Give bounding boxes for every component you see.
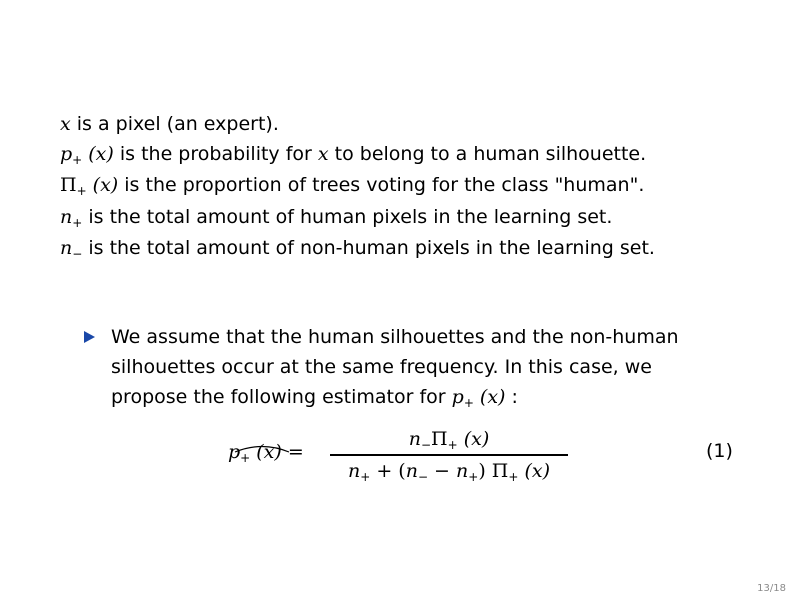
fraction-numerator: $n_-\Pi_+$ (x) — [408, 428, 490, 452]
equation-fraction — [330, 425, 568, 485]
equation-number: (1) — [706, 440, 733, 462]
definition-p-plus: $p_+$ (x) is the probability for x to belong to a human silhouette. — [60, 142, 647, 167]
definition-n-plus: $n_+$ is the total amount of human pixels in the learning set. — [60, 205, 613, 230]
page-number: 13/18 — [757, 583, 786, 594]
fraction-denominator: $n_+ + (n_- - n_+)$ $\Pi_+$ (x) — [347, 459, 551, 484]
definition-pi-plus: $\Pi_+$ (x) is the proportion of trees voting for the class "human". — [60, 174, 645, 198]
fraction-bar — [330, 454, 568, 456]
definition-x: x is a pixel (an expert). — [60, 113, 279, 135]
bullet-item — [84, 322, 731, 414]
definition-n-minus: $n_-$ is the total amount of non-human pixels in the learning set. — [60, 237, 655, 261]
equation-lhs: $p_+$ (x) = — [228, 441, 304, 465]
triangle-bullet-icon — [84, 331, 95, 343]
definitions-block — [60, 110, 655, 266]
bullet-text: We assume that the human silhouettes and the non-human silhouettes occur at the same frequency. In this case, we propose the following estimator for $p_+$ (x) : — [111, 326, 679, 410]
